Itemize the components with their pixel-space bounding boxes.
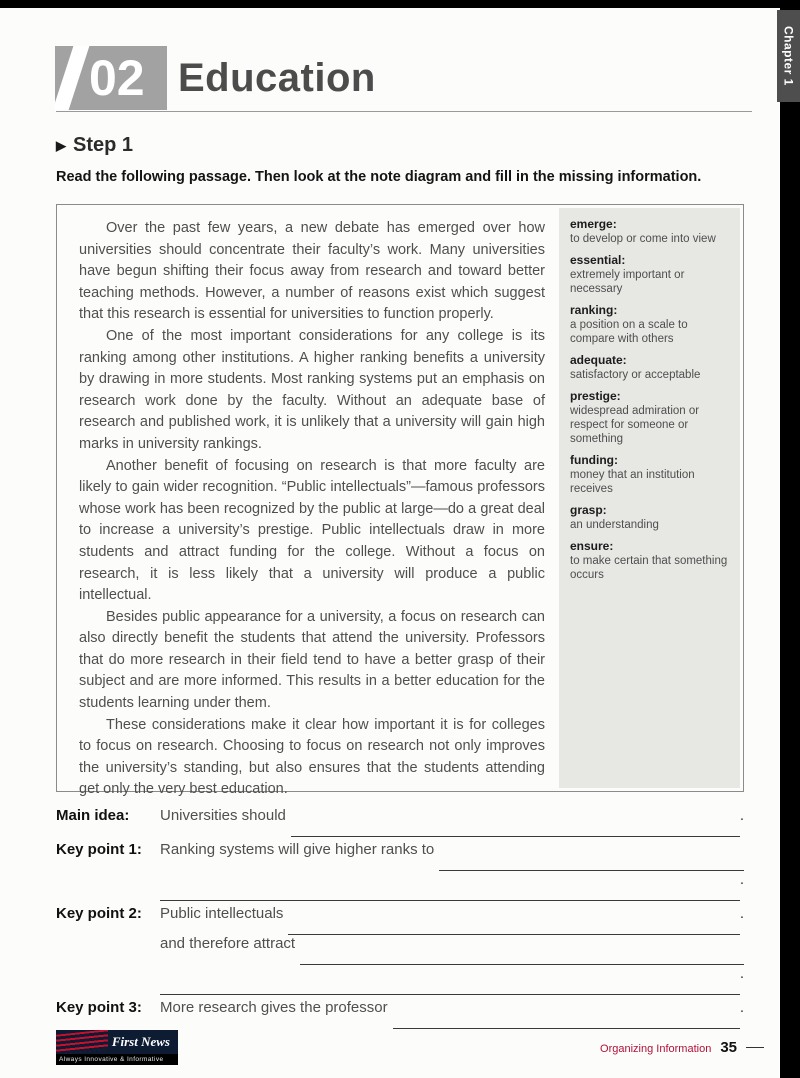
vocab-term: funding: — [570, 453, 618, 468]
period: . — [739, 965, 744, 982]
key-point-1-row — [56, 841, 744, 871]
vocab-definition: an understanding — [570, 519, 659, 532]
passage-paragraph: Besides public appearance for a university, a focus on research can also directly benefit the students that attend the university. Professors that do more research in their field tend to have a better grasp of their subject and are more informed. This results in a better education for the students learning under them. — [79, 608, 545, 712]
chapter-number-box — [55, 46, 167, 110]
vocab-term: adequate: — [570, 353, 627, 368]
key-point-2-continuation-row-2 — [56, 965, 744, 995]
vocab-definition: satisfactory or acceptable — [570, 369, 701, 382]
passage-paragraph: One of the most important considerations for any college is its ranking among other institutions. A higher ranking benefits a university by drawing in more students. Most ranking systems put an emphasis on research work done by the faculty. Without an adequate base of research and published work, it is unlikely that a university will gain high marks in university rankings. — [79, 327, 545, 452]
step-label: Step 1 — [73, 134, 134, 156]
vocab-term: essential: — [570, 253, 626, 268]
key-point-2-text: Public intellectuals — [160, 905, 284, 922]
main-idea-text: Universities should — [160, 807, 286, 824]
main-idea-row — [56, 807, 744, 837]
publisher-logo-flag — [56, 1030, 178, 1054]
vocab-definition: to develop or come into view — [570, 233, 716, 245]
vocab-item — [570, 353, 729, 382]
passage-text — [57, 205, 559, 798]
passage-paragraph: These considerations make it clear how important it is for colleges to focus on research. Choosing to focus on research not only improves the university’s standing, but also ensures that the students attending get only the very best education. — [79, 716, 545, 798]
vocab-item — [570, 253, 729, 296]
vocab-definition: widespread admiration or respect for someone or something — [570, 405, 700, 446]
vocab-term: prestige: — [570, 389, 621, 404]
publisher-tagline: Always Innovative & Informative — [56, 1054, 178, 1065]
period: . — [739, 871, 744, 888]
period: . — [739, 905, 744, 922]
period: . — [739, 999, 744, 1016]
fill-in-section — [56, 807, 744, 1029]
main-idea-label: Main idea: — [56, 807, 130, 824]
step-arrow-icon: ▶ — [56, 137, 66, 153]
chapter-number: 02 — [89, 50, 145, 106]
vocab-item — [570, 217, 729, 246]
passage-box — [56, 204, 744, 798]
chapter-tab: Chapter 1 — [777, 10, 800, 102]
vocab-definition: money that an institution receives — [570, 469, 695, 496]
key-point-3-row — [56, 999, 744, 1029]
vocab-item — [570, 389, 729, 446]
instruction-text: Read the following passage. Then look at the note diagram and fill in the missing information. — [56, 169, 702, 185]
vocab-term: ranking: — [570, 303, 618, 318]
vocab-item — [570, 539, 729, 582]
vocab-definition: extremely important or necessary — [570, 269, 685, 296]
footer-right — [600, 1039, 764, 1056]
vocab-item — [570, 453, 729, 496]
key-point-1-text: Ranking systems will give higher ranks to — [160, 841, 435, 858]
vocab-term: ensure: — [570, 539, 614, 554]
key-point-1-label: Key point 1: — [56, 841, 142, 858]
passage-paragraph: Over the past few years, a new debate has emerged over how universities should concentrate their faculty’s work. Many universities have begun shifting their focus away from research and toward better teaching methods. However, a number of reasons exist which suggest that this research is essential for universities to function properly. — [79, 220, 545, 323]
vocab-definition: a position on a scale to compare with others — [570, 319, 688, 346]
answer-line[interactable] — [291, 816, 740, 837]
step-heading — [56, 134, 133, 157]
header-rule — [56, 111, 752, 112]
key-point-2-label: Key point 2: — [56, 905, 142, 922]
passage-paragraph: Another benefit of focusing on research is that more faculty are likely to gain wider recognition. “Public intellectuals”—famous professors whose work has been recognized by the public at large—do a great deal to increase a university’s prestige. Public intellectuals draw in more students and attract funding for the college. Without a focus on research, it is less likely that a university will produce a public intellectual. — [79, 457, 545, 604]
page-footer — [56, 1028, 764, 1066]
answer-line[interactable] — [288, 914, 739, 935]
page-title: Education — [178, 56, 376, 100]
vocab-definition: to make certain that something occurs — [570, 555, 728, 582]
key-point-2-row — [56, 905, 744, 935]
publisher-logo — [56, 1030, 178, 1065]
key-point-3-label: Key point 3: — [56, 999, 142, 1016]
key-point-2-text-2: and therefore attract — [160, 935, 296, 952]
key-point-1-continuation-row — [56, 871, 744, 901]
book-page — [0, 8, 780, 1078]
vocab-item — [570, 503, 729, 532]
vocab-term: grasp: — [570, 503, 607, 518]
answer-line[interactable] — [160, 880, 740, 901]
publisher-name: First News — [111, 1033, 170, 1049]
key-point-3-text: More research gives the professor — [160, 999, 388, 1016]
period: . — [739, 807, 744, 824]
answer-line[interactable] — [439, 850, 744, 871]
page-number: 35 — [720, 1038, 737, 1056]
vocabulary-panel — [559, 208, 740, 788]
page-number-dash — [746, 1047, 764, 1048]
answer-line[interactable] — [300, 944, 744, 965]
key-point-2-continuation-row — [56, 935, 744, 965]
vocab-term: emerge: — [570, 217, 617, 231]
section-title: Organizing Information — [600, 1042, 712, 1055]
answer-line[interactable] — [160, 974, 740, 995]
vocab-item — [570, 303, 729, 346]
answer-line[interactable] — [393, 1008, 740, 1029]
